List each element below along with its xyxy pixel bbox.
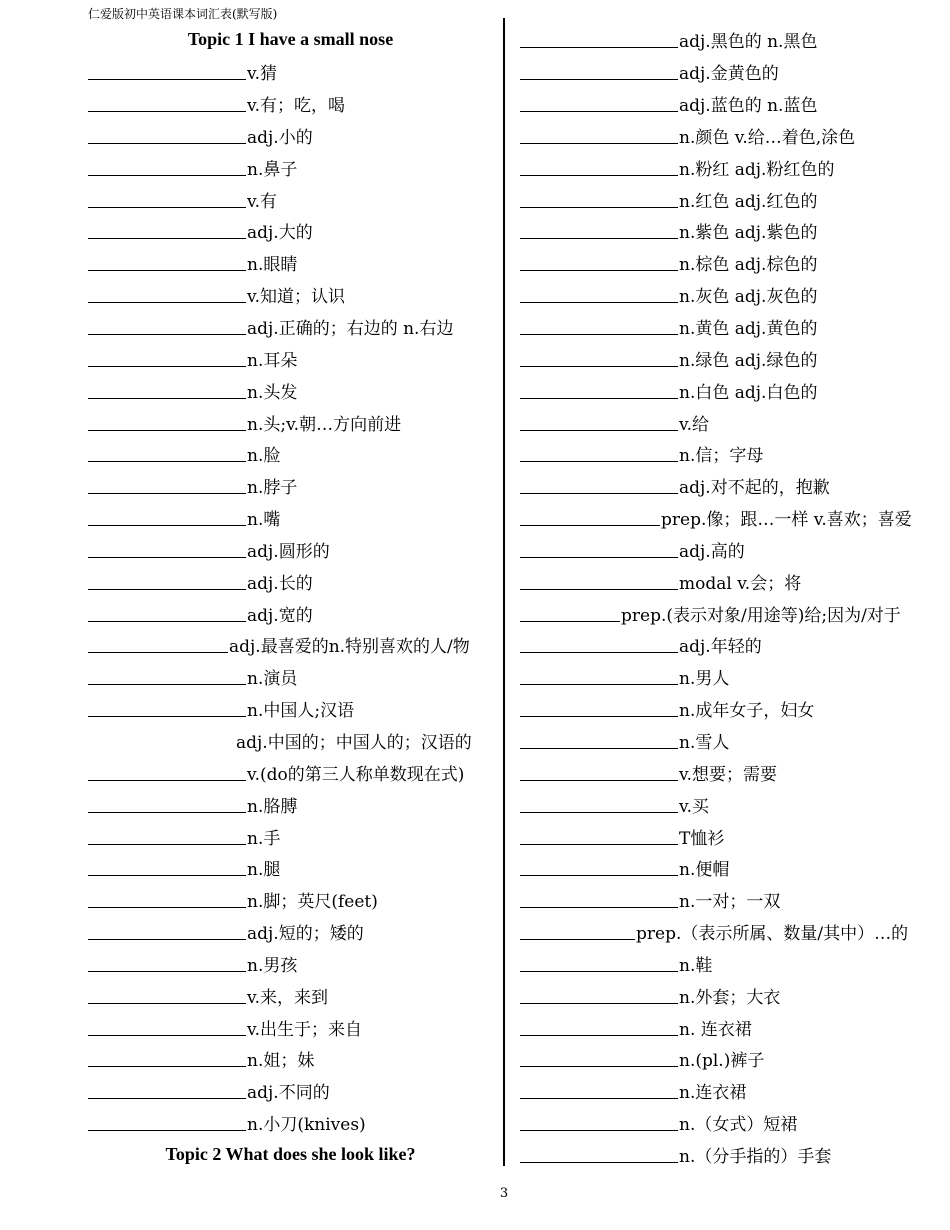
definition-text: n.(pl.)裤子 (679, 1051, 765, 1072)
definition-text: n.紫色 adj.紫色的 (679, 223, 818, 244)
definition-text: n.雪人 (679, 732, 730, 753)
vocab-entry (520, 183, 940, 215)
definition-text: n.颜色 v.给…着色,涂色 (679, 127, 856, 148)
vocab-entry (520, 916, 940, 948)
answer-blank[interactable] (88, 95, 246, 112)
definition-text: n.脖子 (247, 478, 298, 499)
definition-text: v.想要；需要 (679, 764, 777, 785)
vocab-entry (88, 215, 493, 247)
answer-blank[interactable] (520, 764, 678, 781)
vocab-entry (88, 374, 493, 406)
definition-text: v.买 (679, 796, 709, 817)
topic-heading: Topic 2 What does she look like? (165, 1143, 416, 1164)
definition-text: n.胳膊 (247, 796, 298, 817)
vocab-entry (88, 183, 493, 215)
answer-blank[interactable] (520, 254, 678, 271)
definition-text: n.脸 (247, 446, 281, 467)
definition-text: n.便帽 (679, 860, 730, 881)
answer-blank[interactable] (88, 382, 246, 399)
vocab-entry (520, 151, 940, 183)
vocab-entry (88, 1075, 493, 1107)
definition-text: n.棕色 adj.棕色的 (679, 255, 818, 276)
definition-text: n.黄色 adj.黄色的 (679, 319, 818, 340)
vocab-continuation (88, 725, 493, 757)
definition-text: adj.年轻的 (679, 637, 762, 658)
answer-blank[interactable] (520, 573, 678, 590)
definition-text: v.有 (247, 191, 277, 212)
answer-blank[interactable] (520, 700, 678, 717)
vocab-entry (88, 693, 493, 725)
definition-text: n.信；字母 (679, 446, 764, 467)
answer-blank[interactable] (88, 828, 246, 845)
answer-blank[interactable] (88, 955, 246, 972)
definition-text: n.连衣裙 (679, 1083, 747, 1104)
definition-text: adj.高的 (679, 541, 745, 562)
vocab-entry (88, 1107, 493, 1139)
answer-blank[interactable] (520, 1146, 678, 1163)
definition-text: v.给 (679, 414, 709, 435)
answer-blank[interactable] (520, 414, 678, 431)
vocab-entry (520, 342, 940, 374)
answer-blank[interactable] (520, 509, 660, 526)
answer-blank[interactable] (88, 1019, 246, 1036)
vocab-entry (520, 406, 940, 438)
definition-text: adj.黑色的 n.黑色 (679, 32, 818, 53)
definition-text: prep.（表示所属、数量/其中）…的 (636, 924, 909, 945)
answer-blank[interactable] (88, 254, 246, 271)
vocab-entry (88, 916, 493, 948)
answer-blank[interactable] (88, 477, 246, 494)
answer-blank[interactable] (88, 222, 246, 239)
vocab-entry (520, 88, 940, 120)
definition-text: n.绿色 adj.绿色的 (679, 350, 818, 371)
definition-text: prep.(表示对象/用途等)给;因为/对于 (621, 605, 901, 626)
vocab-entry (88, 120, 493, 152)
answer-blank[interactable] (520, 1114, 678, 1131)
answer-blank[interactable] (520, 286, 678, 303)
vocab-entry (520, 947, 940, 979)
vocab-entry (520, 820, 940, 852)
definition-text: adj.最喜爱的n.特别喜欢的人/物 (229, 637, 470, 658)
vocab-entry (88, 629, 493, 661)
answer-blank[interactable] (88, 700, 246, 717)
vocab-entry (88, 470, 493, 502)
answer-blank[interactable] (88, 573, 246, 590)
vocab-entry (520, 661, 940, 693)
vocab-entry (520, 597, 940, 629)
definition-text: n.鼻子 (247, 159, 298, 180)
vocab-entry (520, 215, 940, 247)
answer-blank[interactable] (88, 63, 246, 80)
definition-text: n.粉红 adj.粉红色的 (679, 159, 835, 180)
vocab-entry (88, 661, 493, 693)
vocab-entry (520, 756, 940, 788)
definition-text: n.灰色 adj.灰色的 (679, 287, 818, 308)
answer-blank[interactable] (88, 509, 246, 526)
answer-blank[interactable] (520, 668, 678, 685)
answer-blank[interactable] (88, 987, 246, 1004)
vocab-entry (88, 1011, 493, 1043)
answer-blank[interactable] (520, 1050, 678, 1067)
vocab-entry (520, 629, 940, 661)
topic-heading: Topic 1 I have a small nose (187, 29, 394, 50)
answer-blank[interactable] (88, 318, 246, 335)
vocab-entry (520, 725, 940, 757)
vocab-entry (520, 24, 940, 56)
answer-blank[interactable] (88, 445, 246, 462)
vocab-entry (520, 852, 940, 884)
vocab-entry (520, 788, 940, 820)
answer-blank[interactable] (520, 605, 620, 622)
answer-blank[interactable] (520, 382, 678, 399)
vocab-entry (88, 1043, 493, 1075)
page-number: 3 (499, 1186, 509, 1201)
vocab-entry (88, 502, 493, 534)
left-column (88, 24, 493, 1170)
answer-blank[interactable] (520, 445, 678, 462)
vocab-entry (520, 311, 940, 343)
answer-blank[interactable] (88, 159, 246, 176)
vocab-entry (520, 1075, 940, 1107)
definition-text: n.头;v.朝…方向前进 (247, 414, 402, 435)
definition-text: modal v.会；将 (679, 573, 802, 594)
definition-text: v.出生于；来自 (247, 1019, 362, 1040)
answer-blank[interactable] (520, 541, 678, 558)
answer-blank[interactable] (520, 828, 678, 845)
answer-blank[interactable] (88, 350, 246, 367)
answer-blank[interactable] (88, 191, 246, 208)
vocab-entry (520, 1011, 940, 1043)
vocab-entry (88, 56, 493, 88)
answer-blank[interactable] (520, 955, 678, 972)
definition-text: v.(do的第三人称单数现在式) (247, 764, 465, 785)
answer-blank[interactable] (520, 891, 678, 908)
answer-blank[interactable] (520, 732, 678, 749)
vocab-entry (520, 438, 940, 470)
definition-text: n.一对；一双 (679, 892, 781, 913)
answer-blank[interactable] (520, 1082, 678, 1099)
answer-blank[interactable] (88, 796, 246, 813)
definition-text: n.（女式）短裙 (679, 1115, 798, 1136)
vocab-entry (520, 1107, 940, 1139)
right-column (520, 24, 940, 1170)
answer-blank[interactable] (88, 1050, 246, 1067)
answer-blank[interactable] (520, 318, 678, 335)
answer-blank[interactable] (88, 668, 246, 685)
answer-blank[interactable] (520, 159, 678, 176)
answer-blank[interactable] (520, 222, 678, 239)
vocab-entry (520, 1043, 940, 1075)
definition-text: adj.蓝色的 n.蓝色 (679, 96, 818, 117)
vocab-entry (88, 88, 493, 120)
definition-text: adj.圆形的 (247, 541, 330, 562)
column-divider (503, 18, 505, 1166)
definition-text: adj.大的 (247, 223, 313, 244)
vocab-entry (88, 597, 493, 629)
definition-text: adj.中国的；中国人的；汉语的 (236, 732, 472, 753)
definition-text: adj.宽的 (247, 605, 313, 626)
vocab-entry (520, 534, 940, 566)
vocab-entry (88, 311, 493, 343)
definition-text: n.演员 (247, 669, 298, 690)
vocab-entry (520, 374, 940, 406)
answer-blank[interactable] (88, 605, 246, 622)
vocab-entry (520, 884, 940, 916)
answer-blank[interactable] (520, 191, 678, 208)
definition-text: v.知道；认识 (247, 287, 345, 308)
answer-blank[interactable] (520, 63, 678, 80)
vocab-entry (88, 852, 493, 884)
vocab-entry (520, 56, 940, 88)
definition-text: adj.金黄色的 (679, 64, 779, 85)
vocab-entry (520, 279, 940, 311)
definition-text: n.中国人;汉语 (247, 701, 355, 722)
definition-text: n.男人 (679, 669, 730, 690)
vocab-entry (88, 979, 493, 1011)
definition-text: n.鞋 (679, 955, 713, 976)
definition-text: n.耳朵 (247, 350, 298, 371)
definition-text: n.腿 (247, 860, 281, 881)
answer-blank[interactable] (520, 796, 678, 813)
vocab-entry (88, 534, 493, 566)
vocab-entry (520, 1139, 940, 1171)
definition-text: n.嘴 (247, 510, 281, 531)
definition-text: prep.像；跟…一样 v.喜欢；喜爱 (661, 510, 912, 531)
answer-blank[interactable] (520, 859, 678, 876)
definition-text: n.姐；妹 (247, 1051, 315, 1072)
definition-text: n.男孩 (247, 955, 298, 976)
definition-text: v.有；吃，喝 (247, 96, 345, 117)
vocab-entry (520, 247, 940, 279)
vocab-entry (88, 406, 493, 438)
vocab-entry (88, 342, 493, 374)
definition-text: T恤衫 (679, 828, 725, 849)
definition-text: v.来，来到 (247, 987, 328, 1008)
vocab-entry (88, 247, 493, 279)
answer-blank[interactable] (88, 764, 246, 781)
answer-blank[interactable] (88, 286, 246, 303)
vocab-entry (88, 788, 493, 820)
definition-text: n. 连衣裙 (679, 1019, 752, 1040)
definition-text: adj.对不起的，抱歉 (679, 478, 830, 499)
vocab-entry (520, 120, 940, 152)
answer-blank[interactable] (88, 636, 228, 653)
definition-text: adj.正确的；右边的 n.右边 (247, 319, 454, 340)
answer-blank[interactable] (88, 541, 246, 558)
vocab-entry (88, 565, 493, 597)
vocab-entry (520, 693, 940, 725)
definition-text: adj.不同的 (247, 1083, 330, 1104)
vocab-entry (88, 151, 493, 183)
answer-blank[interactable] (88, 414, 246, 431)
definition-text: n.白色 adj.白色的 (679, 382, 818, 403)
definition-text: n.眼睛 (247, 255, 298, 276)
answer-blank[interactable] (88, 859, 246, 876)
answer-blank[interactable] (88, 891, 246, 908)
answer-blank[interactable] (520, 127, 678, 144)
definition-text: adj.长的 (247, 573, 313, 594)
answer-blank[interactable] (520, 636, 678, 653)
vocab-entry (88, 756, 493, 788)
definition-text: n.头发 (247, 382, 298, 403)
definition-text: adj.短的；矮的 (247, 924, 364, 945)
header-note: 仁爱版初中英语课本词汇表(默写版) (88, 7, 278, 21)
answer-blank[interactable] (520, 1019, 678, 1036)
definition-text: n.小刀(knives) (247, 1115, 366, 1136)
answer-blank[interactable] (88, 923, 246, 940)
answer-blank[interactable] (520, 477, 678, 494)
vocab-entry (88, 438, 493, 470)
vocab-entry (520, 979, 940, 1011)
definition-text: adj.小的 (247, 127, 313, 148)
answer-blank[interactable] (520, 987, 678, 1004)
answer-blank[interactable] (520, 95, 678, 112)
definition-text: n.外套；大衣 (679, 987, 781, 1008)
definition-text: n.手 (247, 828, 281, 849)
definition-text: n.成年女子，妇女 (679, 701, 815, 722)
answer-blank[interactable] (520, 31, 678, 48)
vocab-entry (520, 565, 940, 597)
definition-text: n.（分手指的）手套 (679, 1146, 832, 1167)
answer-blank[interactable] (88, 1082, 246, 1099)
vocab-entry (88, 279, 493, 311)
vocab-entry (88, 820, 493, 852)
answer-blank[interactable] (520, 923, 635, 940)
definition-text: n.脚；英尺(feet) (247, 892, 378, 913)
definition-text: n.红色 adj.红色的 (679, 191, 818, 212)
answer-blank[interactable] (88, 127, 246, 144)
answer-blank[interactable] (88, 1114, 246, 1131)
vocab-entry (520, 470, 940, 502)
definition-text: v.猜 (247, 64, 277, 85)
vocab-entry (88, 947, 493, 979)
vocab-entry (520, 502, 940, 534)
answer-blank[interactable] (520, 350, 678, 367)
vocab-entry (88, 884, 493, 916)
